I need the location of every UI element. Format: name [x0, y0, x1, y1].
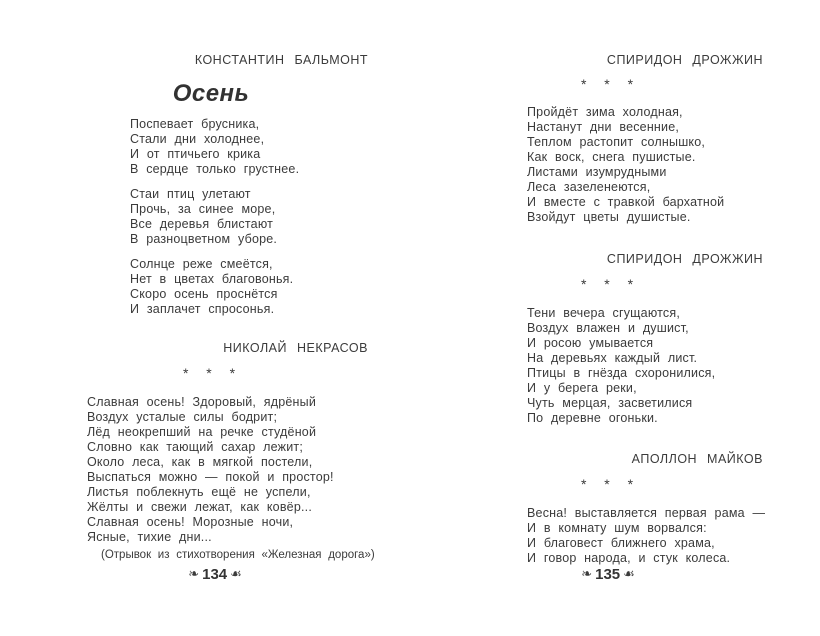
poem-maykov [527, 506, 765, 566]
poem-line: Стали дни холоднее, [130, 132, 265, 146]
page-ornament-right-icon: ☙ [230, 566, 242, 581]
poem-drozhzhin-1 [527, 105, 724, 225]
poem-line: Тени вечера сгущаются, [527, 306, 680, 320]
poem-line: Взойдут цветы душистые. [527, 210, 691, 224]
stanza-separator: * * * [580, 276, 636, 292]
page-number-row-right [508, 566, 708, 583]
poem-title-osen: Осень [172, 80, 250, 107]
page-number-right: 135 [595, 566, 621, 583]
poem-line: Листья поблекнуть ещё не успели, [87, 485, 311, 499]
page-ornament-left-icon: ❧ [188, 566, 200, 581]
stanza-separator: * * * [182, 365, 238, 381]
poem-line: Скоро осень проснётся [130, 287, 278, 301]
poem-line: Прочь, за синее море, [130, 202, 276, 216]
poem-line: Птицы в гнёзда схоронилися, [527, 366, 716, 380]
poem-line: И благовест ближнего храма, [527, 536, 715, 550]
author-name-nekrasov: НИКОЛАЙ НЕКРАСОВ [223, 341, 368, 355]
author-name-drozhzhin-1: СПИРИДОН ДРОЖЖИН [606, 53, 763, 67]
page-number-row-left [115, 566, 315, 583]
author-name-balmont: КОНСТАНТИН БАЛЬМОНТ [194, 53, 368, 67]
page-number-left: 134 [202, 566, 228, 583]
poem-line: Леса зазеленеются, [527, 180, 651, 194]
poem-line: Листами изумрудными [527, 165, 667, 179]
poem-line: Около леса, как в мягкой постели, [87, 455, 313, 469]
poem-line: Словно как тающий сахар лежит; [87, 440, 303, 454]
poem-line: Жёлты и свежи лежат, как ковёр... [87, 500, 312, 514]
poem-line: И вместе с травкой бархатной [527, 195, 725, 209]
poem-line: Нет в цветах благовонья. [130, 272, 294, 286]
poem-line: Стаи птиц улетают [130, 187, 251, 201]
poem-line: Ясные, тихие дни... [87, 530, 212, 544]
poem-line: Теплом растопит солнышко, [527, 135, 706, 149]
page-ornament-right-icon: ☙ [623, 566, 635, 581]
poem-line: Настанут дни весенние, [527, 120, 680, 134]
poem-line: Пройдёт зима холодная, [527, 105, 683, 119]
poem-line: На деревьях каждый лист. [527, 351, 698, 365]
poem-stanza [130, 257, 299, 317]
poem-line: И говор народа, и стук колеса. [527, 551, 731, 565]
poem-line: И от птичьего крика [130, 147, 261, 161]
poem-nekrasov [87, 395, 334, 545]
poem-line: И росою умывается [527, 336, 654, 350]
author-name-maykov: АПОЛЛОН МАЙКОВ [631, 452, 763, 466]
poem-line: Выспаться можно — покой и простор! [87, 470, 334, 484]
poem-line: Лёд неокрепший на речке студёной [87, 425, 317, 439]
stanza-separator: * * * [580, 76, 636, 92]
poem-line: Славная осень! Здоровый, ядрёный [87, 395, 317, 409]
poem-attribution: (Отрывок из стихотворения «Железная дорога») [101, 549, 375, 561]
poem-drozhzhin-2 [527, 306, 715, 426]
poem-balmont [130, 117, 299, 327]
poem-line: Как воск, снега пушистые. [527, 150, 696, 164]
poem-line: Все деревья блистают [130, 217, 274, 231]
poem-line: Солнце реже смеётся, [130, 257, 273, 271]
poem-line: Чуть мерцая, засветилися [527, 396, 693, 410]
poem-line: Воздух влажен и душист, [527, 321, 689, 335]
poem-line: В сердце только грустнее. [130, 162, 300, 176]
poem-line: По деревне огоньки. [527, 411, 658, 425]
poem-line: И заплачет спросонья. [130, 302, 275, 316]
poem-line: И в комнату шум ворвался: [527, 521, 707, 535]
poem-line: Поспевает брусника, [130, 117, 260, 131]
poem-line: Славная осень! Морозные ночи, [87, 515, 294, 529]
author-name-drozhzhin-2: СПИРИДОН ДРОЖЖИН [606, 252, 763, 266]
poem-line: В разноцветном уборе. [130, 232, 278, 246]
page-ornament-left-icon: ❧ [581, 566, 593, 581]
poem-line: Воздух усталые силы бодрит; [87, 410, 278, 424]
stanza-separator: * * * [580, 476, 636, 492]
poem-stanza [130, 117, 299, 177]
poem-line: Весна! выставляется первая рама — [527, 506, 766, 520]
poem-stanza [130, 187, 299, 247]
poem-line: И у берега реки, [527, 381, 637, 395]
